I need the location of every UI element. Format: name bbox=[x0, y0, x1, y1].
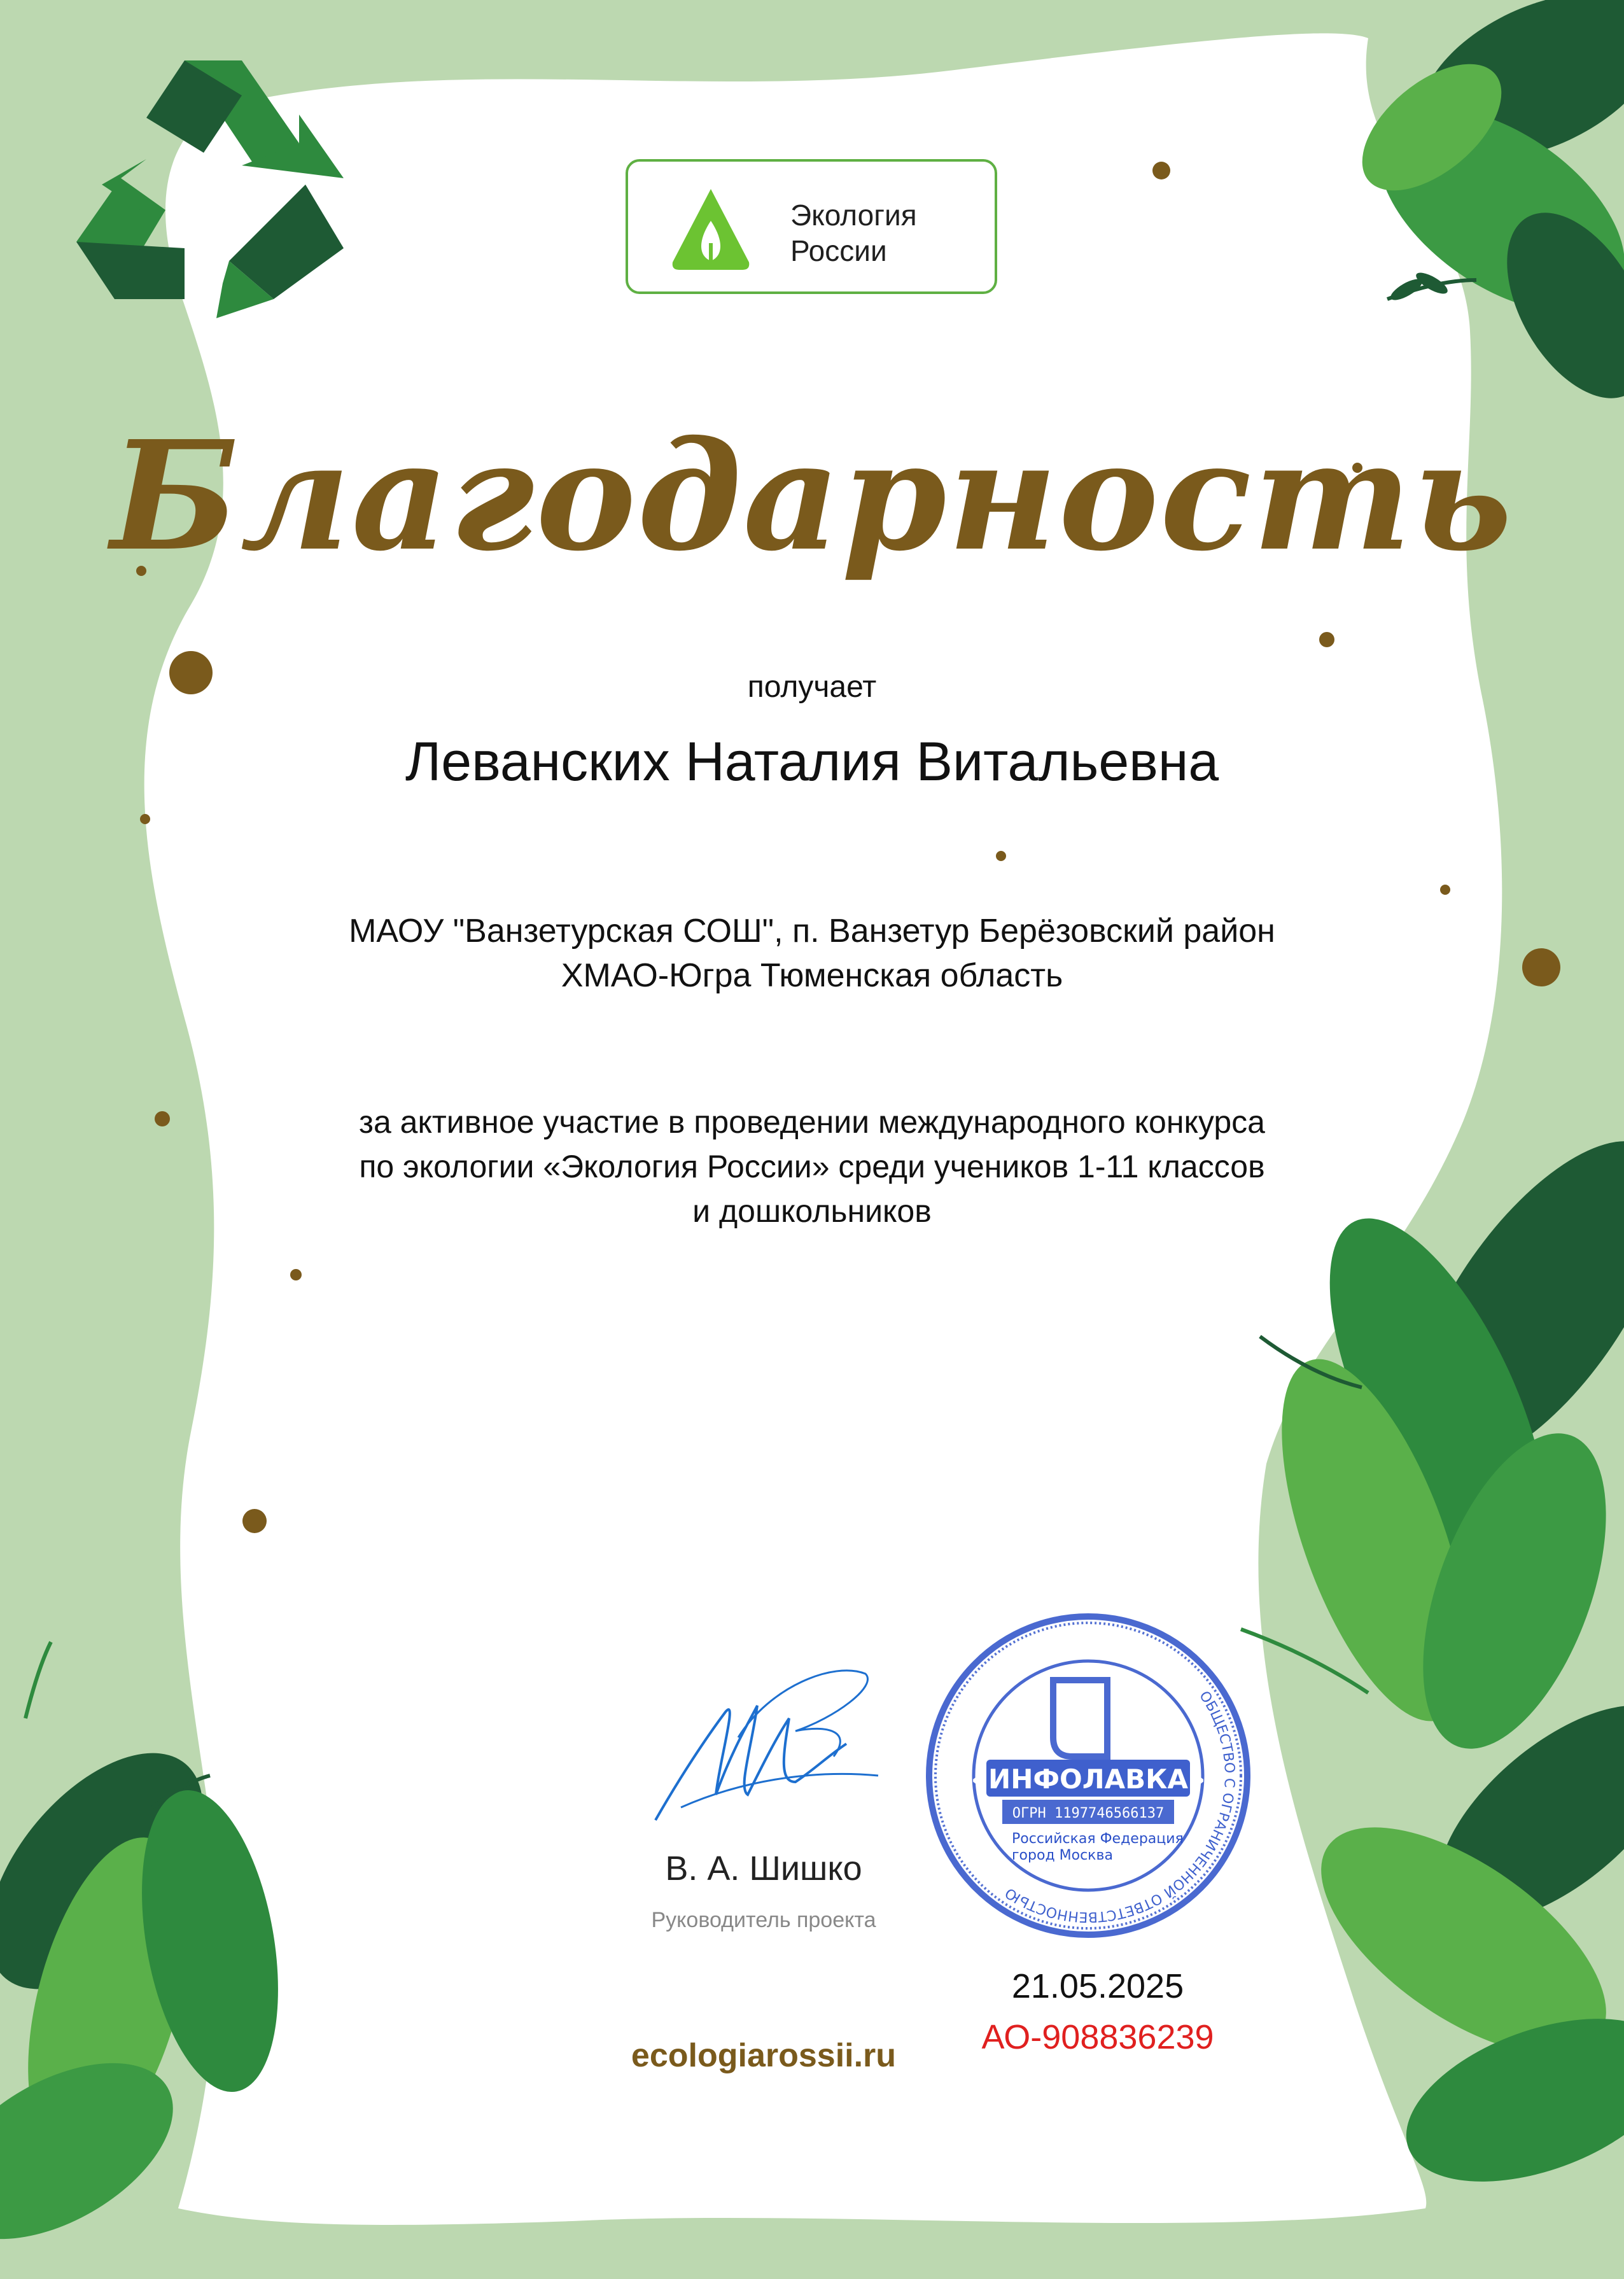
stamp-ogrn: ОГРН 1197746566137 bbox=[1012, 1806, 1165, 1821]
certificate-title: Благодарность bbox=[110, 407, 1514, 584]
website-link[interactable]: ecologiarossii.ru bbox=[631, 2037, 897, 2074]
stamp-ring-text: ОБЩЕСТВО С ОГРАНИЧЕННОЙ ОТВЕТСТВЕННОСТЬЮ bbox=[1002, 1688, 1238, 1925]
organization bbox=[0, 909, 1624, 998]
reason-text bbox=[0, 1100, 1624, 1233]
leaf-drop-icon bbox=[666, 186, 755, 275]
stamp-city: город Москва bbox=[1012, 1848, 1113, 1863]
stamp-company: «ИНФОЛАВКА» bbox=[970, 1764, 1206, 1795]
company-stamp bbox=[916, 1604, 1260, 1947]
reason-line-3: и дошкольников bbox=[692, 1193, 932, 1229]
organization-line-1: МАОУ "Ванзетурская СОШ", п. Ванзетур Берёзовский район bbox=[349, 913, 1275, 950]
stamp-country: Российская Федерация bbox=[1012, 1831, 1184, 1847]
signature bbox=[643, 1636, 885, 1827]
issue-date: 21.05.2025 bbox=[1011, 1967, 1184, 2005]
reason-line-1: за активное участие в проведении международного конкурса bbox=[359, 1104, 1265, 1140]
organization-line-2: ХМАО-Югра Тюменская область bbox=[561, 957, 1063, 994]
logo-line-1: Экология bbox=[790, 199, 917, 232]
logo-text bbox=[790, 197, 917, 269]
receives-label: получает bbox=[747, 670, 877, 704]
signer-name: В. А. Шишко bbox=[665, 1849, 862, 1888]
signer-role: Руководитель проекта bbox=[651, 1908, 876, 1932]
logo bbox=[626, 159, 997, 294]
reason-line-2: по экологии «Экология России» среди учеников 1-11 классов bbox=[359, 1149, 1265, 1184]
recipient-name: Леванских Наталия Витальевна bbox=[405, 731, 1219, 792]
document-number: АО-908836239 bbox=[981, 2018, 1214, 2056]
logo-line-2: России bbox=[790, 234, 887, 267]
